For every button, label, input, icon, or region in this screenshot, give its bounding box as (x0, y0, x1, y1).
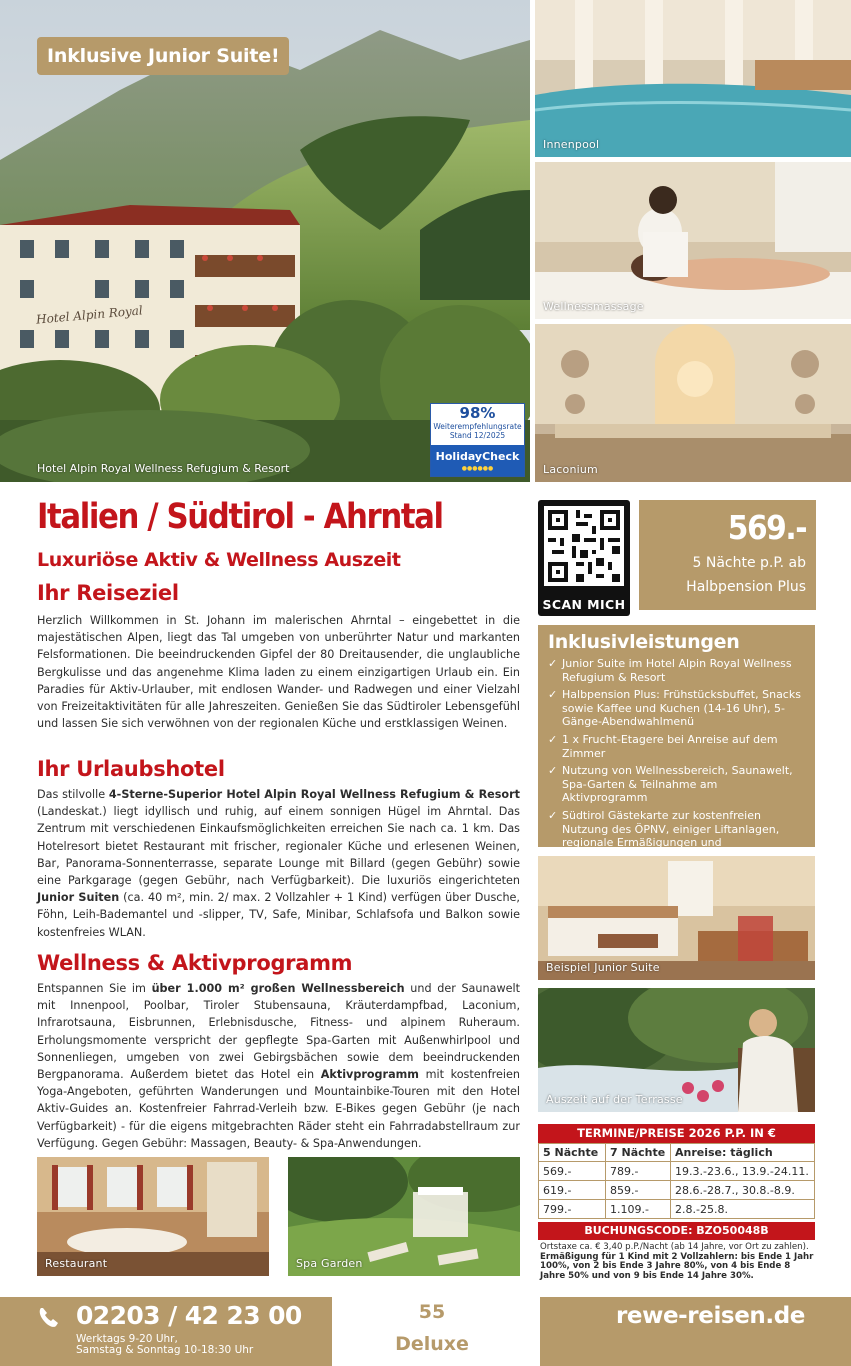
price-value: 569.- (727, 508, 806, 547)
page-number: 55 (418, 1301, 446, 1323)
check-icon: ✓ (548, 732, 558, 746)
table-row: 569.- 789.- 19.3.-23.6., 13.9.-24.11. (539, 1162, 815, 1181)
hotel-name-bold: 4-Sterne-Superior Hotel Alpin Royal Wellness Refugium & Resort (108, 788, 520, 801)
page-subtitle: Luxuriöse Aktiv & Wellness Auszeit (37, 549, 401, 571)
deluxe-label: Deluxe (395, 1333, 469, 1355)
opening-hours-weekend: Samstag & Sonntag 10-18:30 Uhr (76, 1344, 254, 1356)
caption-spa-garden: Spa Garden (296, 1257, 363, 1270)
caption-terrasse: Auszeit auf der Terrasse (546, 1093, 683, 1106)
hotel-sign: Hotel Alpin Royal (35, 303, 144, 327)
inclusive-item: ✓ Südtirol Gästekarte zur kostenfreien Nutzung des ÖPNV, einiger Liftanlagen, regionale Ermäßigungen und (548, 808, 780, 850)
price-table-title: TERMINE/PREISE 2026 P.P. IN € (538, 1124, 815, 1143)
ortstaxe-note: Ortstaxe ca. € 3,40 p.P./Nacht (ab 14 Jahre, vor Ort zu zahlen). (540, 1242, 809, 1252)
price-box (639, 500, 816, 610)
rating-stars-icon: ●●●●●● (461, 465, 494, 472)
page-title: Italien / Südtirol - Ahrntal (37, 497, 443, 537)
phone-number[interactable]: 02203 / 42 23 00 (76, 1301, 302, 1330)
inclusive-item: ✓ Halbpension Plus: Frühstücksbuffet, Snacks sowie Kaffee und Kuchen (14-16 Uhr), 5-Gänge-Abendwahlmenü (548, 688, 801, 729)
col-anreise: Anreise: täglich (671, 1144, 815, 1162)
qr-code[interactable] (538, 500, 630, 616)
price-table (538, 1143, 815, 1219)
kinder-note: Ermäßigung für 1 Kind mit 2 Vollzahlern: bis Ende 1 Jahr 100%, von 2 bis Ende 3 Jahre 80%, von 4 bis Ende 8 Jahre 50% und von 9 bis Ende 14 Jahre 30%. (540, 1251, 814, 1281)
footer-center (332, 1297, 532, 1366)
aktivprogramm-bold: Aktivprogramm (320, 1068, 419, 1082)
photo-terrasse (538, 988, 815, 1112)
inclusive-item: ✓ 1 x Frucht-Etagere bei Anreise auf dem Zimmer (548, 732, 778, 760)
photo-laconium (535, 324, 851, 482)
col-5-naechte: 5 Nächte (539, 1144, 606, 1162)
price-board: Halbpension Plus (686, 579, 806, 595)
footer-phone-box (0, 1297, 332, 1366)
caption-laconium: Laconium (543, 463, 598, 476)
hotel-room-details: (ca. 40 m², min. 2/ max. 2 Vollzahler + 1 Kind) verfügen über Dusche, Föhn, Leih-Bademantel und -slipper, TV, Safe, Minibar, Schlafsofa und Balkon sowie kostenfreies WLAN. (37, 891, 520, 939)
phone-icon (36, 1306, 60, 1330)
hotel-intro: Das stilvolle (37, 788, 109, 801)
inclusive-item: ✓ Nutzung von Wellnessbereich, Saunawelt, Spa-Garten & Teilnahme am Aktivprogramm (548, 764, 793, 805)
check-icon: ✓ (548, 764, 558, 778)
col-7-naechte: 7 Nächte (606, 1144, 671, 1162)
photo-innenpool (535, 0, 851, 157)
check-icon: ✓ (548, 808, 558, 822)
junior-suiten-bold: Junior Suiten (37, 891, 120, 905)
booking-code: BUCHUNGSCODE: BZO50048B (538, 1222, 815, 1240)
check-icon: ✓ (548, 688, 558, 702)
photo-restaurant (37, 1157, 269, 1276)
urlaubshotel-text (37, 786, 520, 941)
photo-wellnessmassage (535, 162, 851, 319)
price-nights: 5 Nächte p.P. ab (692, 555, 806, 571)
caption-restaurant: Restaurant (45, 1257, 108, 1270)
wellness-t1: Entspannen Sie im (37, 982, 152, 995)
hotel-description: (Landeskat.) liegt idyllisch und ruhig, auf einem sonnigen Hügel im Ahrntal. Das Zentrum mit verschiedenen Einkaufsmöglichkeiten erreichen Sie nach ca. 1 km. Das Hotelresort bietet Restaurant mit frischer, regionaler Küche und erlesenen Weinen, Bar, Panorama-Sonnenterrasse, separate Lounge mit Billard (gegen Gebühr) sowie eine Parkgarage (gegen Gebühr, nach Verfügbarkeit). Die luxuriös eingerichteten (37, 805, 520, 888)
badge-text: Inklusive Junior Suite! (47, 45, 280, 67)
reiseziel-text (37, 612, 520, 732)
holidaycheck-badge (430, 403, 525, 477)
hero-caption: Hotel Alpin Royal Wellness Refugium & Resort (37, 462, 290, 475)
urlaubshotel-title: Ihr Urlaubshotel (37, 757, 225, 781)
junior-suite-badge (37, 37, 289, 75)
price-notes (540, 1243, 816, 1281)
inclusive-title: Inklusivleistungen (548, 631, 740, 653)
rating-percent: 98% (459, 404, 496, 422)
rating-label: Weiterempfehlungsrate (433, 422, 522, 431)
wellness-text (37, 980, 520, 1152)
opening-hours-weekday: Werktags 9-20 Uhr, (76, 1333, 178, 1345)
photo-spa-garden (288, 1157, 520, 1276)
holidaycheck-logo (431, 445, 524, 476)
price-table-header (539, 1144, 815, 1162)
photo-junior-suite (538, 856, 815, 980)
caption-wellnessmassage: Wellnessmassage (543, 300, 644, 313)
table-row: 799.- 1.109.- 2.8.-25.8. (539, 1200, 815, 1219)
check-icon: ✓ (548, 657, 558, 670)
table-row: 619.- 859.- 28.6.-28.7., 30.8.-8.9. (539, 1181, 815, 1200)
wellness-title: Wellness & Aktivprogramm (37, 951, 353, 975)
wellness-area-bold: über 1.000 m² großen Wellnessbereich (151, 982, 405, 995)
caption-junior-suite: Beispiel Junior Suite (546, 961, 660, 974)
rating-stand: Stand 12/2025 (449, 431, 506, 440)
website-link[interactable]: rewe-reisen.de (615, 1303, 805, 1329)
footer-website-box (540, 1297, 851, 1366)
wellness-t3: mit kostenfreien Yoga-Angeboten, geführten Wanderungen und Mountainbike-Touren mit den Hotel Aktiv-Guides an. Kostenfreier Fahrrad-Verleih bzw. E-Bikes gegen Gebühr (je nach Verfügbarkeit) - für die eigens mitgebrachten Räder steht ein Fahrradabstellraum zur Verfügung. Gegen Gebühr: Massagen, Beauty- & Spa-Anwendungen. (37, 1068, 520, 1150)
reiseziel-paragraph: Herzlich Willkommen in St. Johann im malerischen Ahrntal – eingebettet in die majestätischen Alpen, liegt das Tal umgeben von unberührter Natur und markanten Felsformationen. Die beeindruckenden Gipfel der 80 Dreitausender, die unglaubliche Bergkulisse und das angenehme Klima laden zu einem einzigartigen Urlaub ein. Ein Paradies für Aktiv-Urlauber, mit endlosen Wander- und Radwegen und einer Vielzahl von Freizeitaktivitäten für alle Jahreszeiten. Genießen Sie das Südtiroler Lebensgefühl und lassen Sie sich verwöhnen von der regionalen Küche und erstklassigen Weinen. (37, 614, 520, 731)
brand-name: HolidayCheck (435, 450, 520, 463)
inclusive-item: ✓ Junior Suite im Hotel Alpin Royal Wellness Refugium & Resort (548, 657, 792, 684)
inclusive-list (548, 657, 805, 863)
reiseziel-title: Ihr Reiseziel (37, 581, 179, 605)
inclusive-box (538, 625, 815, 850)
wellness-t2: und der Saunawelt mit Innenpool, Poolbar, Tiroler Stubensauna, Kräuterdampfbad, Laconium, Infrarotsauna, Eisbrunnen, Erlebnisdusche, Fitness- und alpinem Ruheraum. Erholungsmomente verspricht der gepflegte Spa-Garten mit Außenwhirlpool und Sonnenliegen, umgeben von zwei Gebirgsbächen sowie dem beeindruckenden Bergpanorama. Außerdem bietet das Hotel ein (37, 982, 520, 1082)
qr-label: SCAN MICH (542, 597, 626, 612)
caption-innenpool: Innenpool (543, 138, 600, 151)
qr-code-icon (544, 506, 624, 586)
